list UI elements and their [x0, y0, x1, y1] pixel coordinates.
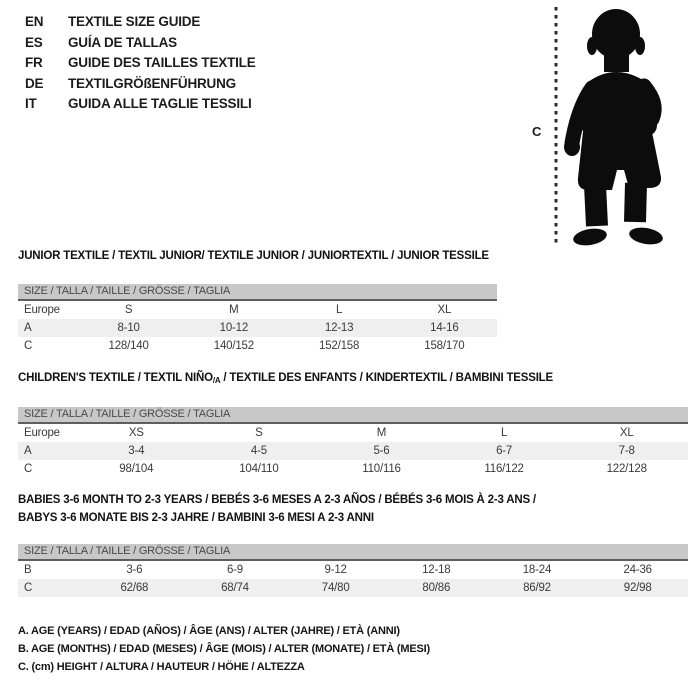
table-cell: 9-12 — [324, 564, 347, 576]
table-cell: 14-16 — [430, 322, 459, 334]
table-cell: 86/92 — [523, 582, 551, 594]
row-label: C — [24, 340, 33, 352]
table-row — [18, 319, 497, 337]
table-cell: 7-8 — [618, 445, 635, 457]
language-code: DE — [25, 75, 44, 91]
legend-line-b: B. AGE (MONTHS) / EDAD (MESES) / ÂGE (MOIS) / ALTER (MONATE) / ETÀ (MESI) — [18, 643, 430, 655]
language-list — [25, 12, 256, 115]
junior-section-title: JUNIOR TEXTILE / TEXTIL JUNIOR/ TEXTILE JUNIOR / JUNIORTEXTIL / JUNIOR TESSILE — [18, 250, 489, 262]
children-title-prefix: CHILDREN'S TEXTILE / TEXTIL NIÑO — [18, 372, 213, 384]
language-row-es — [25, 33, 256, 54]
table-cell: S — [255, 427, 263, 439]
table-cell: 18-24 — [522, 564, 552, 576]
table-cell: S — [124, 304, 133, 316]
language-code: IT — [25, 96, 37, 111]
table-cell: 12-18 — [422, 564, 451, 576]
table-cell: L — [336, 304, 343, 316]
table-cell: 110/116 — [362, 463, 401, 475]
table-row — [18, 561, 688, 579]
table-cell: 116/122 — [484, 463, 524, 475]
table-cell: 128/140 — [108, 340, 149, 352]
legend-line-c: C. (cm) HEIGHT / ALTURA / HAUTEUR / HÖHE / ALTEZZA — [18, 661, 305, 673]
table-cell: XL — [437, 304, 452, 316]
row-label: C — [24, 463, 33, 475]
table-cell: 74/80 — [321, 582, 350, 594]
table-cell: 6-7 — [496, 445, 513, 457]
language-text: GUIDE DES TAILLES TEXTILE — [68, 55, 256, 70]
babies-title-line2: BABYS 3-6 MONATE BIS 2-3 JAHRE / BAMBINI 3-6 MESI A 2-3 ANNI — [18, 511, 374, 524]
table-cell: 4-5 — [250, 445, 267, 457]
table-row — [18, 337, 497, 355]
row-label: A — [24, 445, 32, 457]
babies-table — [18, 561, 688, 597]
size-header-bar: SIZE / TALLA / TAILLE / GRÖSSE / TAGLIA — [18, 544, 688, 561]
language-row-fr — [25, 53, 256, 74]
language-code: ES — [25, 34, 43, 50]
table-cell: M — [376, 427, 387, 439]
table-cell: 3-6 — [126, 564, 143, 576]
language-text: GUÍA DE TALLAS — [68, 34, 177, 50]
language-text: GUIDA ALLE TAGLIE TESSILI — [68, 96, 252, 111]
table-cell: 68/74 — [221, 582, 249, 594]
row-label: Europe — [24, 304, 60, 316]
toddler-silhouette — [564, 9, 664, 248]
table-row — [18, 301, 497, 319]
junior-table — [18, 301, 497, 355]
table-cell: 92/98 — [623, 582, 652, 594]
table-cell: 5-6 — [373, 445, 390, 457]
table-cell: 6-9 — [226, 564, 243, 576]
table-cell: 12-13 — [324, 322, 354, 334]
table-row — [18, 424, 688, 442]
language-row-de — [25, 74, 256, 95]
language-code: FR — [25, 55, 43, 70]
children-table — [18, 424, 688, 478]
table-cell: 158/170 — [424, 340, 465, 352]
size-header-bar: SIZE / TALLA / TAILLE / GRÖSSE / TAGLIA — [18, 407, 688, 424]
size-header-bar: SIZE / TALLA / TAILLE / GRÖSSE / TAGLIA — [18, 284, 497, 301]
table-row — [18, 460, 688, 478]
table-cell: 8-10 — [117, 322, 140, 334]
table-cell: L — [500, 427, 508, 439]
row-label: A — [24, 322, 32, 334]
table-cell: 3-4 — [128, 445, 145, 457]
toddler-figure — [520, 0, 700, 250]
row-label: B — [24, 564, 32, 576]
table-row — [18, 442, 688, 460]
table-cell: 140/152 — [213, 340, 254, 352]
children-title-suffix: / TEXTILE DES ENFANTS / KINDERTEXTIL / BAMBINI TESSILE — [220, 372, 553, 384]
table-row — [18, 579, 688, 597]
language-text: TEXTILGRÖßENFÜHRUNG — [68, 75, 236, 91]
table-cell: 104/110 — [239, 463, 279, 475]
table-cell: M — [229, 304, 239, 316]
row-label: Europe — [24, 427, 60, 439]
babies-title-line1: BABIES 3-6 MONTH TO 2-3 YEARS / BEBÉS 3-6 MESES A 2-3 AÑOS / BÉBÉS 3-6 MOIS À 2-3 ANS / — [18, 494, 536, 506]
babies-size-table — [18, 544, 688, 597]
legend-line-a: A. AGE (YEARS) / EDAD (AÑOS) / ÂGE (ANS) / ALTER (JAHRE) / ETÀ (ANNI) — [18, 625, 400, 637]
height-measure-label: C — [532, 124, 542, 139]
table-cell: 152/158 — [319, 340, 360, 352]
row-label: C — [24, 582, 33, 594]
table-cell: 24-36 — [623, 564, 652, 576]
children-size-table — [18, 407, 688, 478]
measure-legend — [18, 622, 430, 676]
language-row-it — [25, 94, 256, 115]
table-cell: 122/128 — [606, 463, 647, 475]
table-cell: 80/86 — [422, 582, 451, 594]
language-text: TEXTILE SIZE GUIDE — [68, 14, 201, 29]
language-row-en — [25, 12, 256, 33]
children-title-subscript: /A — [212, 376, 221, 385]
language-code: EN — [25, 14, 44, 29]
table-cell: XS — [128, 427, 144, 439]
babies-section-title — [18, 492, 536, 527]
table-cell: 98/104 — [119, 463, 154, 475]
table-cell: XL — [619, 427, 634, 439]
children-section-title — [18, 372, 553, 385]
table-cell: 10-12 — [219, 322, 249, 334]
table-cell: 62/68 — [120, 582, 149, 594]
junior-size-table — [18, 284, 497, 355]
